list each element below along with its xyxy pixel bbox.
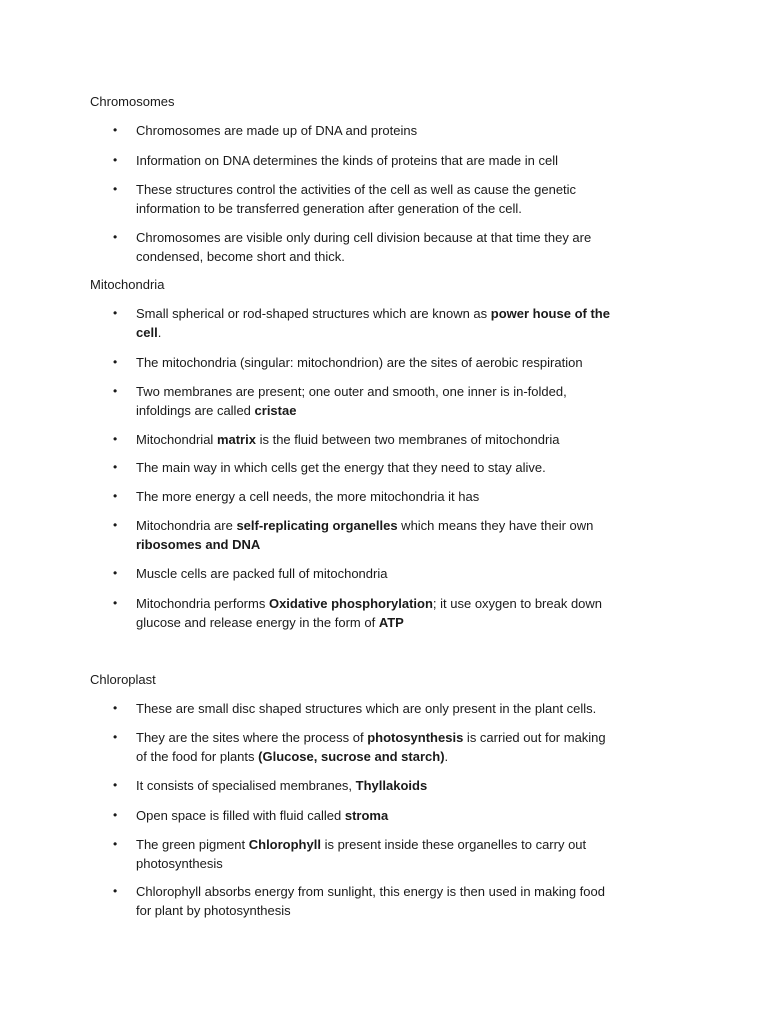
list-item <box>113 806 613 825</box>
list-item <box>113 382 613 420</box>
list-item-text: Chlorophyll absorbs energy from sunlight, this energy is then used in making food for plant by photosynthesis <box>136 884 605 918</box>
bullet: • <box>113 123 118 137</box>
bold-term: Thyllakoids <box>355 778 428 793</box>
bold-term: power house of the cell <box>136 306 610 340</box>
list-item <box>113 151 613 170</box>
list-item-text: Two membranes are present; one outer and smooth, one inner is in-folded, infoldings are called cristae <box>136 384 567 418</box>
list-item <box>113 121 613 140</box>
list-item <box>113 487 613 506</box>
list-item-text: They are the sites where the process of photosynthesis is carried out for making of the food for plants (Glucose, sucrose and starch). <box>136 730 606 764</box>
list-item <box>113 835 613 873</box>
section-heading-chloroplast: Chloroplast <box>90 672 156 687</box>
list-item-text: Open space is filled with fluid called stroma <box>136 808 389 823</box>
bullet: • <box>113 518 118 532</box>
list-item-text: Chromosomes are visible only during cell division because at that time they are condensed, become short and thick. <box>136 230 592 264</box>
list-item-text: Mitochondrial matrix is the fluid between two membranes of mitochondria <box>136 432 560 447</box>
bullet: • <box>113 230 118 244</box>
bold-term: ATP <box>378 615 404 630</box>
list-item-text: Information on DNA determines the kinds of proteins that are made in cell <box>136 153 558 168</box>
bullet: • <box>113 460 118 474</box>
list-item <box>113 458 613 477</box>
list-item <box>113 228 613 266</box>
bullet: • <box>113 489 118 503</box>
bullet: • <box>113 837 118 851</box>
bullet: • <box>113 566 118 580</box>
bold-term: cristae <box>254 403 297 418</box>
list-item-text: Muscle cells are packed full of mitochondria <box>136 566 388 581</box>
list-item <box>113 594 613 632</box>
bullet: • <box>113 701 118 715</box>
bold-term: Oxidative phosphorylation <box>268 596 433 611</box>
list-item-text: The mitochondria (singular: mitochondrion) are the sites of aerobic respiration <box>136 355 583 370</box>
list-item <box>113 516 613 554</box>
list-item-text: It consists of specialised membranes, Thyllakoids <box>136 778 428 793</box>
bullet: • <box>113 596 118 610</box>
list-item-text: The green pigment Chlorophyll is present inside these organelles to carry out photosynthesis <box>136 837 587 871</box>
bold-term: Chlorophyll <box>248 837 321 852</box>
list-item-text: Chromosomes are made up of DNA and proteins <box>136 123 418 138</box>
list-item <box>113 304 613 342</box>
bullet: • <box>113 306 118 320</box>
bold-term: (Glucose, sucrose and starch) <box>258 749 445 764</box>
list-item-text: Small spherical or rod-shaped structures which are known as power house of the cell. <box>136 306 610 340</box>
list-item-text: The main way in which cells get the energy that they need to stay alive. <box>136 460 546 475</box>
list-item <box>113 728 613 766</box>
list-item <box>113 180 613 218</box>
list-item-text: These structures control the activities of the cell as well as cause the genetic information to be transferred generation after generation of the cell. <box>136 182 577 216</box>
bullet: • <box>113 384 118 398</box>
list-item-text: Mitochondria are self-replicating organelles which means they have their own ribosomes and DNA <box>136 518 594 552</box>
list-item <box>113 564 613 583</box>
bullet: • <box>113 153 118 167</box>
bullet: • <box>113 778 118 792</box>
bullet: • <box>113 432 118 446</box>
bullet: • <box>113 808 118 822</box>
list-item-text: These are small disc shaped structures which are only present in the plant cells. <box>136 701 597 716</box>
list-item-text: Mitochondria performs Oxidative phosphorylation; it use oxygen to break down glucose and release energy in the form of ATP <box>136 596 603 630</box>
list-item <box>113 430 613 449</box>
list-item <box>113 353 613 372</box>
bullet: • <box>113 182 118 196</box>
list-item <box>113 699 613 718</box>
list-item-text: The more energy a cell needs, the more mitochondria it has <box>136 489 480 504</box>
bullet: • <box>113 884 118 898</box>
bold-term: matrix <box>216 432 256 447</box>
list-item <box>113 776 613 795</box>
bold-term: ribosomes and DNA <box>136 537 261 552</box>
list-item <box>113 882 613 920</box>
bold-term: photosynthesis <box>367 730 464 745</box>
section-heading-mitochondria: Mitochondria <box>90 277 165 292</box>
section-heading-chromosomes: Chromosomes <box>90 94 175 109</box>
bold-term: self-replicating organelles <box>236 518 398 533</box>
bullet: • <box>113 730 118 744</box>
bold-term: stroma <box>344 808 389 823</box>
bullet: • <box>113 355 118 369</box>
